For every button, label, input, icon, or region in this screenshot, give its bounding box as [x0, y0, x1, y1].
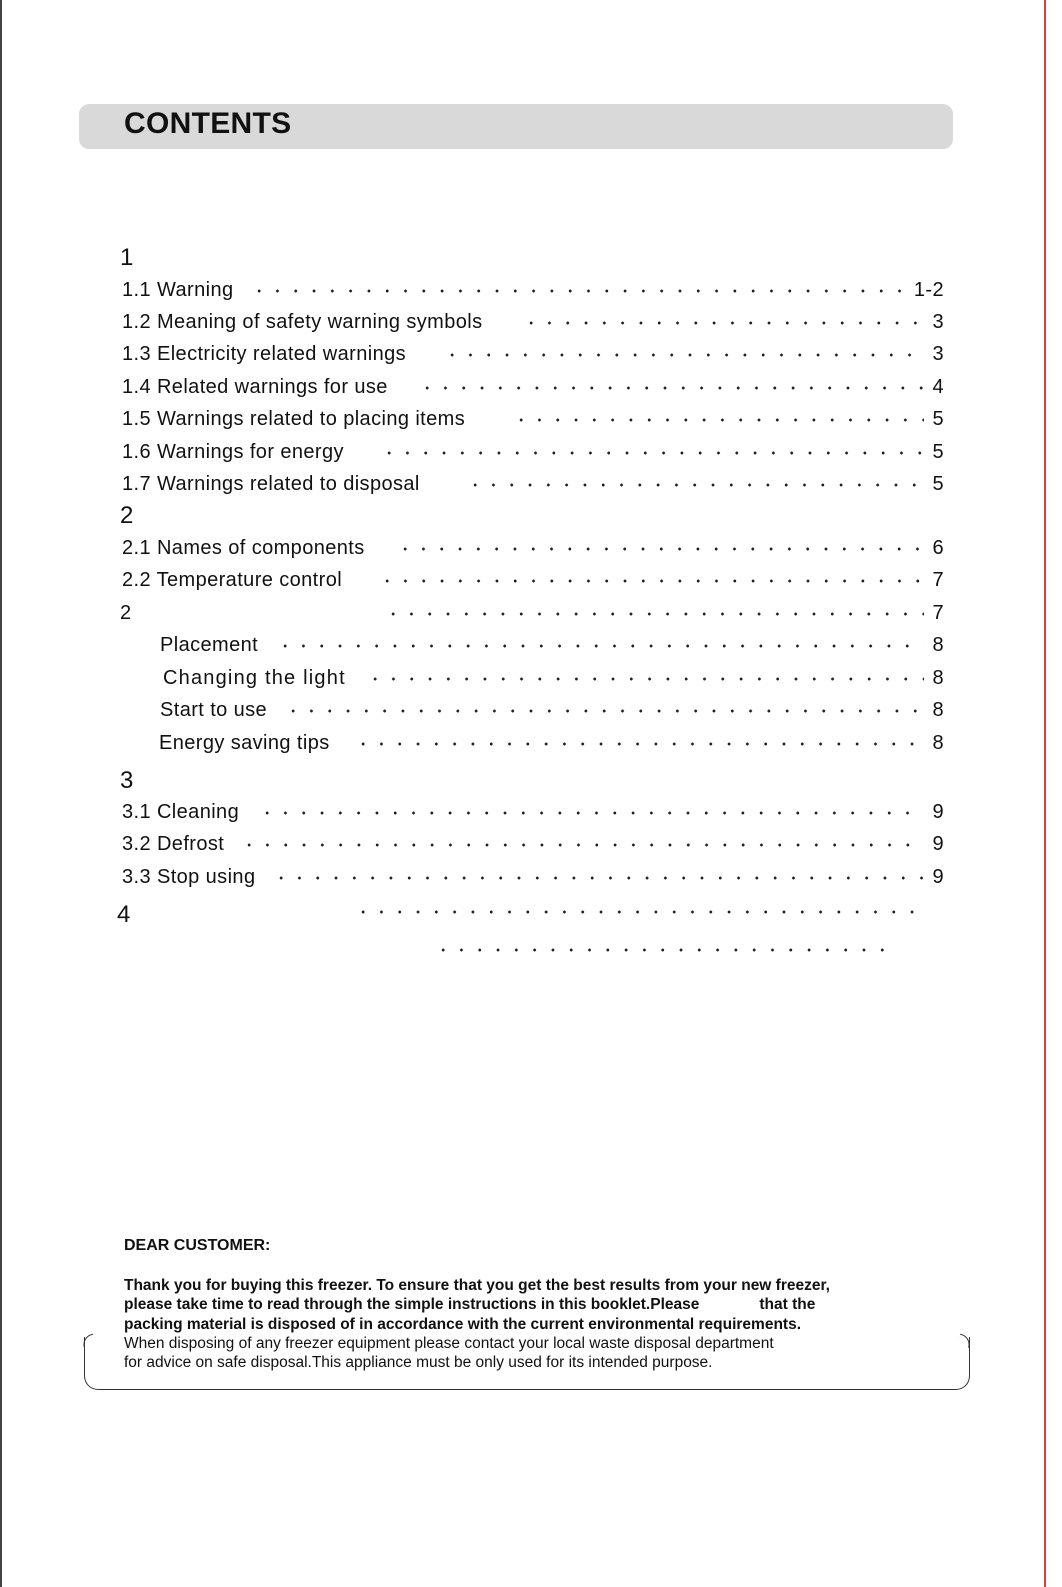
toc-entry[interactable] — [0, 439, 1062, 471]
toc-entry-label: 1.7 Warnings related to disposal — [122, 473, 420, 495]
notice-line: packing material is disposed of in accordance with the current environmental requirements. — [124, 1315, 802, 1333]
toc-entry[interactable] — [0, 567, 1062, 599]
dot-leader — [466, 483, 924, 487]
dot-leader — [384, 612, 924, 616]
dot-leader — [354, 910, 920, 914]
toc-entry-page: 7 — [932, 602, 944, 624]
dot-leader — [418, 386, 924, 390]
section-number-3: 3 — [120, 767, 134, 794]
dot-leader — [276, 644, 924, 648]
dot-leader — [396, 547, 924, 551]
dot-leader — [434, 948, 890, 952]
toc-entry[interactable] — [0, 665, 1062, 697]
dot-leader — [378, 579, 924, 583]
toc-entry-label: 3.2 Defrost — [122, 833, 225, 855]
toc-entry-label: 1.2 Meaning of safety warning symbols — [122, 311, 483, 333]
page-title: CONTENTS — [124, 107, 292, 140]
toc-entry-page: 9 — [932, 833, 944, 855]
toc-entry-label: Energy saving tips — [159, 732, 330, 754]
toc-entry[interactable] — [0, 535, 1062, 567]
toc-entry[interactable] — [0, 309, 1062, 341]
toc-entry-label: Placement — [160, 634, 259, 656]
dot-leader — [512, 418, 924, 422]
toc-entry-label: 2 — [120, 602, 132, 624]
toc-entry-page: 4 — [932, 376, 944, 398]
toc-entry-label: Changing the light — [163, 667, 346, 689]
toc-entry[interactable] — [0, 799, 1062, 831]
notice-heading: DEAR CUSTOMER: — [124, 1237, 271, 1254]
notice-text: that the — [759, 1296, 816, 1314]
section-number-2: 2 — [120, 502, 134, 529]
toc-entry[interactable] — [0, 600, 1062, 632]
toc-entry[interactable] — [0, 864, 1062, 896]
dot-leader — [380, 451, 924, 455]
toc-entry-page: 7 — [932, 569, 944, 591]
dot-leader — [258, 811, 924, 815]
toc-entry-label: 1.1 Warning — [122, 279, 234, 301]
toc-entry[interactable] — [0, 632, 1062, 664]
toc-entry[interactable] — [0, 406, 1062, 438]
dot-leader — [522, 321, 924, 325]
dot-leader — [284, 709, 924, 713]
toc-entry[interactable] — [0, 341, 1062, 373]
notice-line: for advice on safe disposal.This appliance must be only used for its intended purpose. — [124, 1354, 713, 1372]
notice-line — [124, 1295, 914, 1314]
toc-entry-page: 3 — [932, 311, 944, 333]
toc-entry-page: 5 — [932, 441, 944, 463]
toc-entry-label: Start to use — [160, 699, 268, 721]
dot-leader — [272, 876, 924, 880]
toc-entry[interactable] — [0, 374, 1062, 406]
toc-entry-label: 2.1 Names of components — [122, 537, 365, 559]
notice-frame — [84, 1337, 970, 1390]
toc-entry-page: 9 — [932, 866, 944, 888]
toc-entry-page: 8 — [932, 634, 944, 656]
toc-entry-page: 8 — [932, 667, 944, 689]
section-number-4: 4 — [117, 901, 131, 928]
toc-entry[interactable] — [0, 831, 1062, 863]
toc-entry-label: 3.1 Cleaning — [122, 801, 240, 823]
toc-entry-page: 8 — [932, 732, 944, 754]
notice-line: Thank you for buying this freezer. To ensure that you get the best results from your new freezer, — [124, 1277, 830, 1294]
toc-entry-page: 5 — [932, 408, 944, 430]
toc-entry-page: 5 — [932, 473, 944, 495]
dot-leader — [366, 677, 924, 681]
toc-entry-label: 1.5 Warnings related to placing items — [122, 408, 466, 430]
toc-entry-label: 2.2 Temperature control — [122, 569, 343, 591]
dot-leader — [354, 742, 924, 746]
toc-entry-page: 3 — [932, 343, 944, 365]
toc-entry-label: 1.3 Electricity related warnings — [122, 343, 407, 365]
toc-entry-page: 8 — [932, 699, 944, 721]
notice-text: please take time to read through the simple instructions in this booklet.Please — [124, 1296, 700, 1314]
toc-entry-label: 1.6 Warnings for energy — [122, 441, 344, 463]
toc-entry-page: 6 — [932, 537, 944, 559]
toc-entry-label: 3.3 Stop using — [122, 866, 256, 888]
dot-leader — [240, 843, 924, 847]
toc-entry-page: 1-2 — [913, 279, 944, 301]
section-number-1: 1 — [120, 244, 134, 271]
dot-leader — [443, 353, 924, 357]
toc-entry[interactable] — [0, 277, 1062, 309]
toc-entry[interactable] — [0, 697, 1062, 729]
notice-line: When disposing of any freezer equipment please contact your local waste disposal department — [124, 1334, 774, 1352]
toc-entry[interactable] — [0, 471, 1062, 503]
toc-entry-label: 1.4 Related warnings for use — [122, 376, 388, 398]
toc-entry[interactable] — [0, 730, 1062, 762]
dot-leader — [250, 289, 902, 293]
toc-entry-page: 9 — [932, 801, 944, 823]
